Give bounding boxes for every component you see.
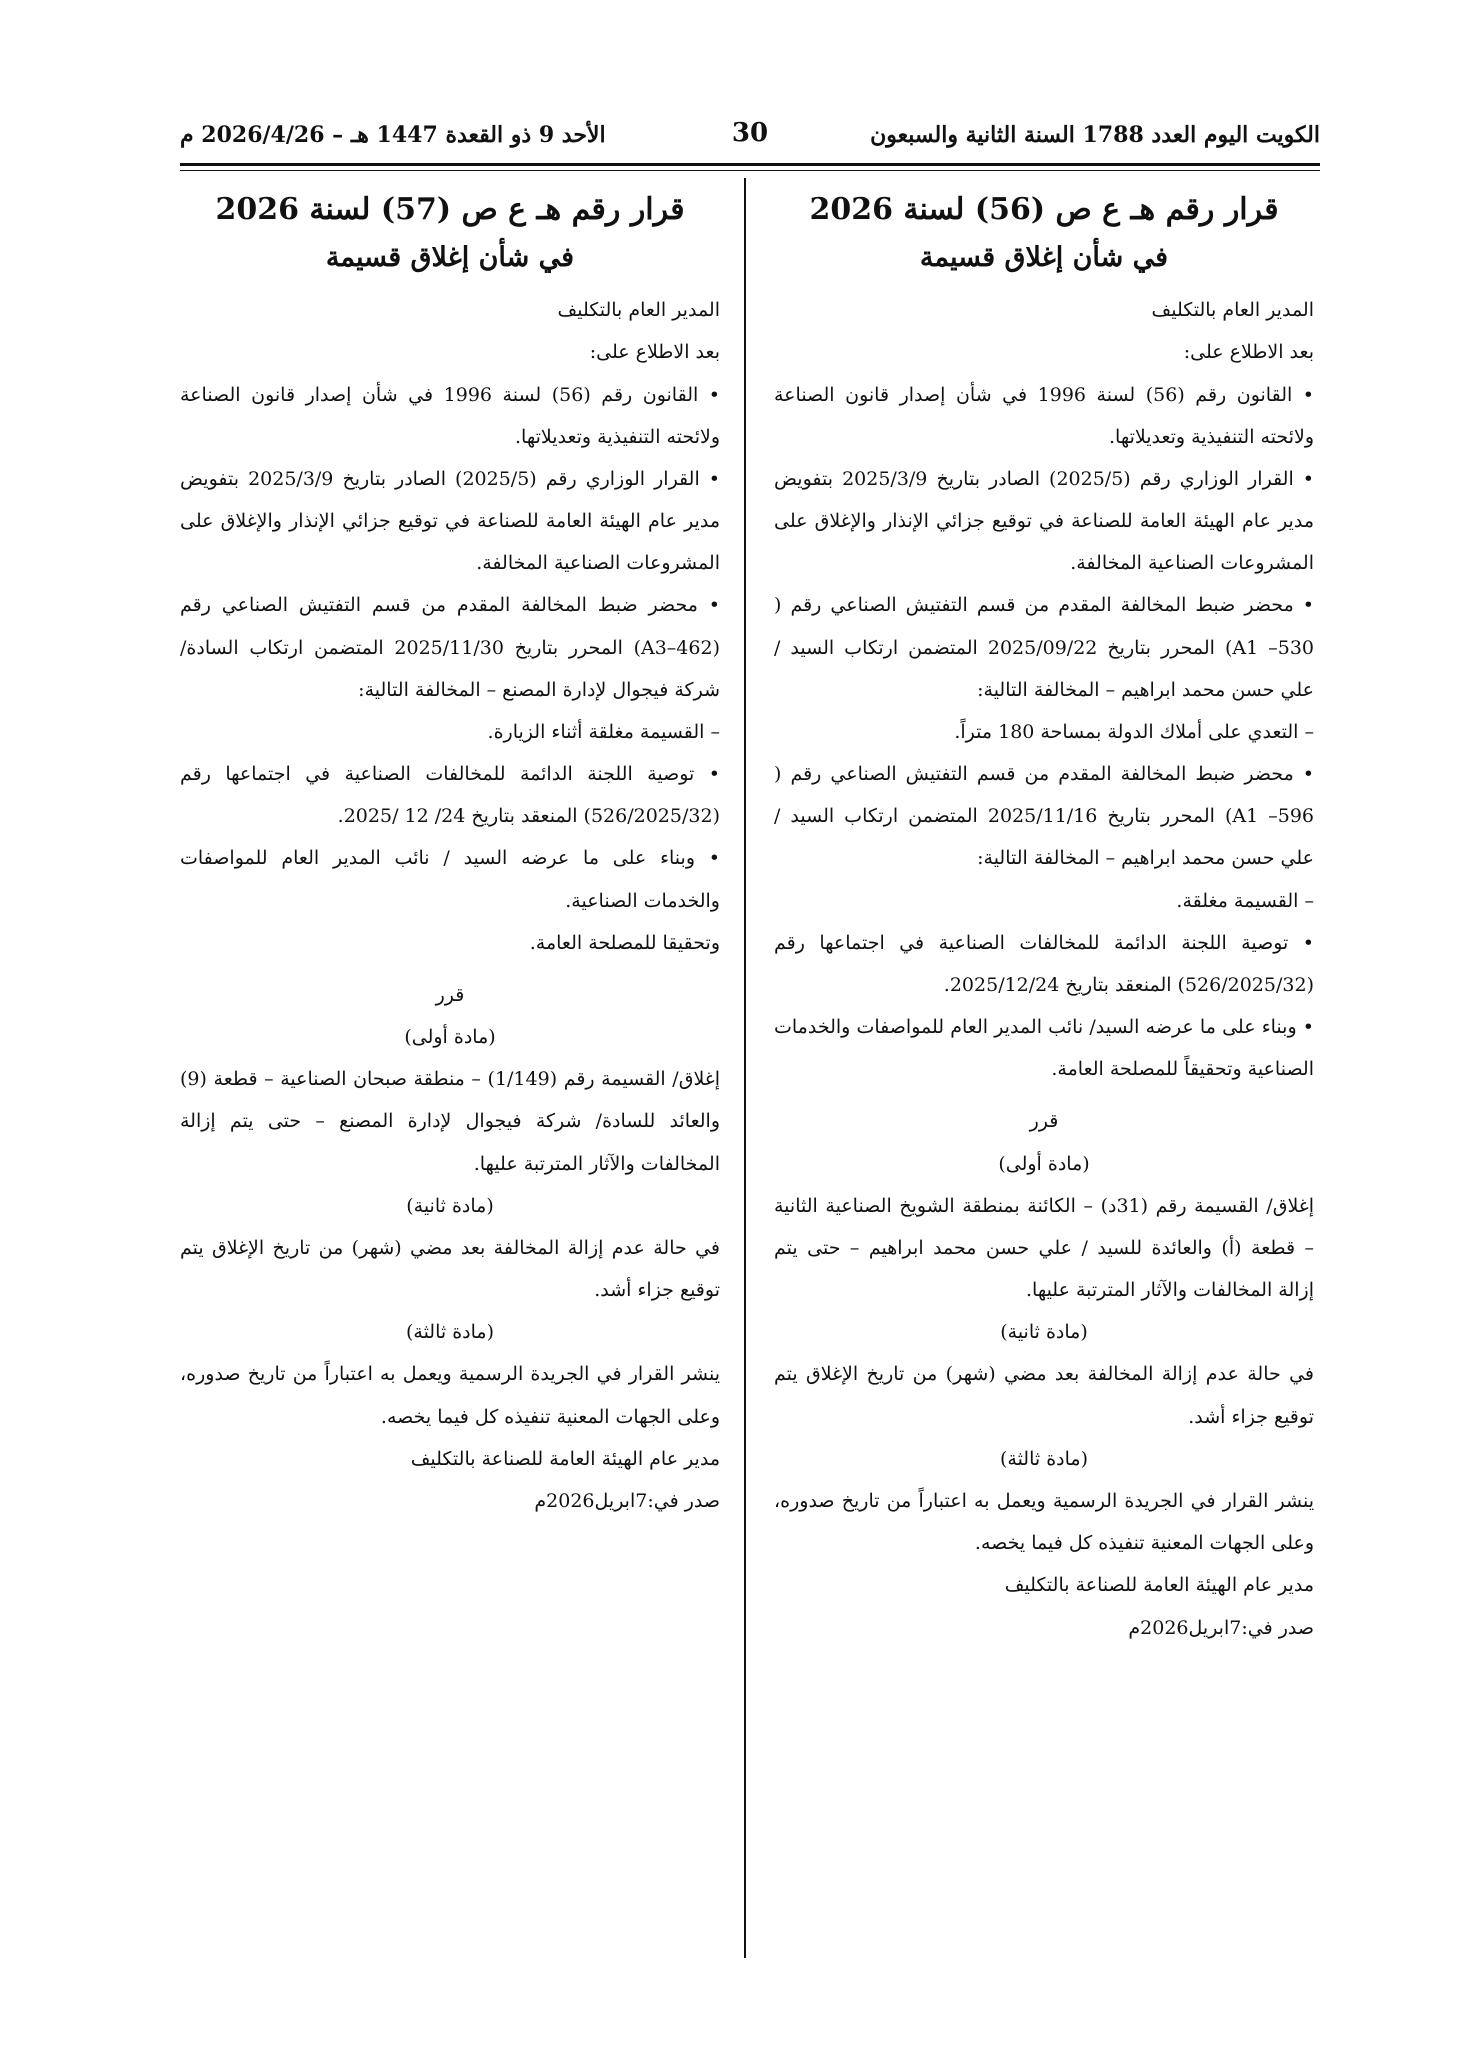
- decision-56-paragraph: • القانون رقم (56) لسنة 1996 في شأن إصدار قانون الصناعة ولائحته التنفيذية وتعديلاتها.: [774, 383, 1315, 448]
- decision-56-paragraph: بعد الاطلاع على:: [1183, 341, 1314, 364]
- decision-57-decided: قرر: [435, 983, 465, 1006]
- decision-56-subtitle: في شأن إغلاق قسيمة: [919, 242, 1169, 273]
- decision-57-paragraph: – القسيمة مغلقة أثناء الزيارة.: [487, 720, 720, 743]
- issue-info: الكويت اليوم العدد 1788 السنة الثانية والسبعون: [870, 122, 1320, 148]
- decision-57-article-2-text: في حالة عدم إزالة المخالفة بعد مضي (شهر) من تاريخ الإغلاق يتم توقيع جزاء أشد.: [180, 1236, 720, 1302]
- decision-56-paragraph: – القسيمة مغلقة.: [1176, 889, 1314, 912]
- decision-57-article-3-text: ينشر القرار في الجريدة الرسمية ويعمل به اعتباراً من تاريخ صدوره، وعلى الجهات المعنية تنفيذه كل فيما يخصه.: [180, 1363, 720, 1428]
- decision-57-column: [180, 182, 720, 1522]
- decision-56-paragraph: المدير العام بالتكليف: [1151, 299, 1314, 322]
- decision-57-article-2-heading: (مادة ثانية): [406, 1194, 494, 1217]
- issue-date: الأحد 9 ذو القعدة 1447 هـ – 2026/4/26 م: [180, 122, 606, 148]
- decision-56-article-2-text: في حالة عدم إزالة المخالفة بعد مضي (شهر) من تاريخ الإغلاق يتم توقيع جزاء أشد.: [774, 1363, 1314, 1428]
- decision-56-article-1-heading: (مادة أولى): [998, 1152, 1090, 1175]
- decision-56-article-3-text: ينشر القرار في الجريدة الرسمية ويعمل به اعتباراً من تاريخ صدوره، وعلى الجهات المعنية تنفيذه كل فيما يخصه.: [774, 1490, 1314, 1555]
- decision-56-paragraph: – التعدي على أملاك الدولة بمساحة 180 متراً.: [954, 720, 1314, 743]
- header-rule-thin: [180, 170, 1320, 171]
- decision-56-article-2-heading: (مادة ثانية): [1000, 1321, 1088, 1344]
- decision-57-article-1-text: إغلاق/ القسيمة رقم (1/149) – منطقة صبحان الصناعية – قطعة (9) والعائد للسادة/ شركة فيجوال لإدارة المصنع – حتى يتم إزالة المخالفات والآثار المترتبة عليها.: [180, 1068, 720, 1175]
- decision-57-article-1-heading: (مادة أولى): [404, 1026, 496, 1049]
- decision-57-issued-date: صدر في:7ابريل2026م: [534, 1490, 720, 1512]
- decision-57-paragraph: • القرار الوزاري رقم (2025/5) الصادر بتاريخ 2025/3/9 بتفويض مدير عام الهيئة العامة للصناعة في توقيع جزائي الإنذار والإغلاق على المشروعات الصناعية المخالفة.: [180, 467, 720, 575]
- decision-57-paragraph: • محضر ضبط المخالفة المقدم من قسم التفتيش الصناعي رقم (A3–462) المحرر بتاريخ 2025/11/30 المتضمن ارتكاب السادة/ شركة فيجوال لإدارة المصنع – المخالفة التالية:: [180, 594, 720, 701]
- decision-56-paragraph: • محضر ضبط المخالفة المقدم من قسم التفتيش الصناعي رقم ( A1 –596) المحرر بتاريخ 2025/11/16 المتضمن ارتكاب السيد / علي حسن محمد ابراهيم – المخالفة التالية:: [774, 763, 1314, 870]
- decision-56-issued-date: صدر في:7ابريل2026م: [1128, 1616, 1314, 1639]
- header-rule-thick: [180, 163, 1320, 166]
- decision-57-article-3-heading: (مادة ثالثة): [405, 1321, 495, 1344]
- decision-57-signature: مدير عام الهيئة العامة للصناعة بالتكليف: [410, 1447, 720, 1470]
- decision-56-paragraph: • توصية اللجنة الدائمة للمخالفات الصناعية في اجتماعها رقم (526/2025/32) المنعقد بتاريخ 2025/12/24.: [774, 931, 1314, 996]
- decision-57-paragraph: • القانون رقم (56) لسنة 1996 في شأن إصدار قانون الصناعة ولائحته التنفيذية وتعديلاتها.: [180, 383, 721, 448]
- decision-56-decided: قرر: [1029, 1110, 1059, 1133]
- decision-56-signature: مدير عام الهيئة العامة للصناعة بالتكليف: [1004, 1574, 1314, 1597]
- decision-57-title: قرار رقم هـ ع ص (57) لسنة 2026: [215, 192, 685, 227]
- page-number: 30: [731, 118, 769, 148]
- decision-57-paragraph: • توصية اللجنة الدائمة للمخالفات الصناعية في اجتماعها رقم (526/2025/32) المنعقد بتاريخ 24/ 12 /2025.: [180, 763, 720, 828]
- decision-56-column: [774, 182, 1314, 1649]
- page-header: [180, 118, 1320, 158]
- decision-56-paragraph: • محضر ضبط المخالفة المقدم من قسم التفتيش الصناعي رقم ( A1 –530) المحرر بتاريخ 2025/09/22 المتضمن ارتكاب السيد / علي حسن محمد ابراهيم – المخالفة التالية:: [774, 594, 1314, 701]
- decision-56-title: قرار رقم هـ ع ص (56) لسنة 2026: [809, 192, 1279, 227]
- decision-57-paragraph: بعد الاطلاع على:: [589, 341, 720, 364]
- decision-57-paragraph: • وبناء على ما عرضه السيد / نائب المدير العام للمواصفات والخدمات الصناعية.: [180, 847, 720, 912]
- decision-56-paragraph: • وبناء على ما عرضه السيد/ نائب المدير العام للمواصفات والخدمات الصناعية وتحقيقاً للمصلحة العامة.: [774, 1016, 1314, 1081]
- decision-56-article-1-text: إغلاق/ القسيمة رقم (31د) – الكائنة بمنطقة الشويخ الصناعية الثانية – قطعة (أ) والعائدة للسيد / علي حسن محمد ابراهيم – حتى يتم إزالة المخالفات والآثار المترتبة عليها.: [774, 1194, 1314, 1302]
- decision-57-paragraph: المدير العام بالتكليف: [557, 299, 720, 322]
- decision-57-paragraph: وتحقيقا للمصلحة العامة.: [529, 931, 720, 954]
- decision-56-article-3-heading: (مادة ثالثة): [999, 1447, 1089, 1470]
- column-divider: [744, 178, 746, 1958]
- decision-57-subtitle: في شأن إغلاق قسيمة: [325, 242, 575, 273]
- decision-56-paragraph: • القرار الوزاري رقم (2025/5) الصادر بتاريخ 2025/3/9 بتفويض مدير عام الهيئة العامة للصناعة في توقيع جزائي الإنذار والإغلاق على المشروعات الصناعية المخالفة.: [774, 467, 1314, 575]
